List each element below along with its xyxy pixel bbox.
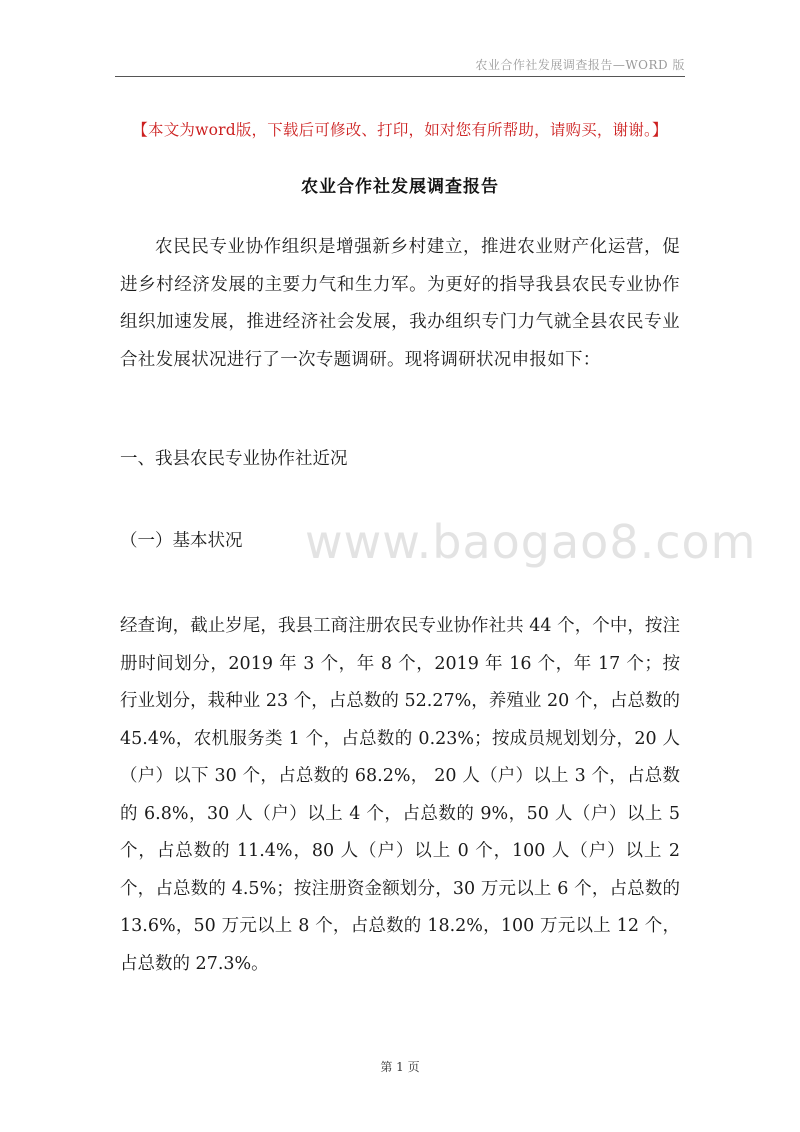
intro-paragraph: 农民民专业协作组织是增强新乡村建立，推进农业财产化运营，促进乡村经济发展的主要力气和生力军。为更好的指导我县农民专业协作组织加速发展，推进经济社会发展，我办组织专门力气就全县农民专业合社发展状况进行了一次专题调研。现将调研状况申报如下： (120, 237, 680, 370)
document-title: 农业合作社发展调查报告 (301, 177, 499, 197)
header-title: 农业合作社发展调查报告—WORD 版 (475, 58, 685, 72)
section-heading-1: 一、我县农民专业协作社近况 (120, 449, 348, 469)
watermark: www.baogao8.com (305, 515, 757, 569)
subsection-heading-basic: （一）基本状况 (120, 531, 243, 551)
page-header (115, 50, 685, 77)
basic-status-paragraph: 经查询，截止岁尾，我县工商注册农民专业协作社共 44 个，个中，按注册时间划分，2019 年 3 个，年 8 个，2019 年 16 个，年 17 个；按行业划分，栽种业 23 个，占总数的 52.27%，养殖业 20 个，占总数的 45.4%，农机服务类 1 个，占总数的 0.23%；按成员规划划分，20 人（户）以下 30 个，占总数的 68.2%， 20 人（户）以上 3 个，占总数的 6.8%，30 人（户）以上 4 个，占总数的 9%，50 人（户）以上 5 个，占总数的 11.4%，80 人（户）以上 0 个，100 人（户）以上 2 个，占总数的 4.5%；按注册资金额划分，30 万元以上 6 个，占总数的 13.6%，50 万元以上 8 个，占总数的 18.2%，100 万元以上 12 个，占总数的 27.3%。 (120, 616, 680, 974)
page-number: 第 1 页 (380, 1060, 420, 1074)
download-notice: 【本文为word版，下载后可修改、打印，如对您有所帮助，请购买，谢谢。】 (132, 121, 668, 139)
